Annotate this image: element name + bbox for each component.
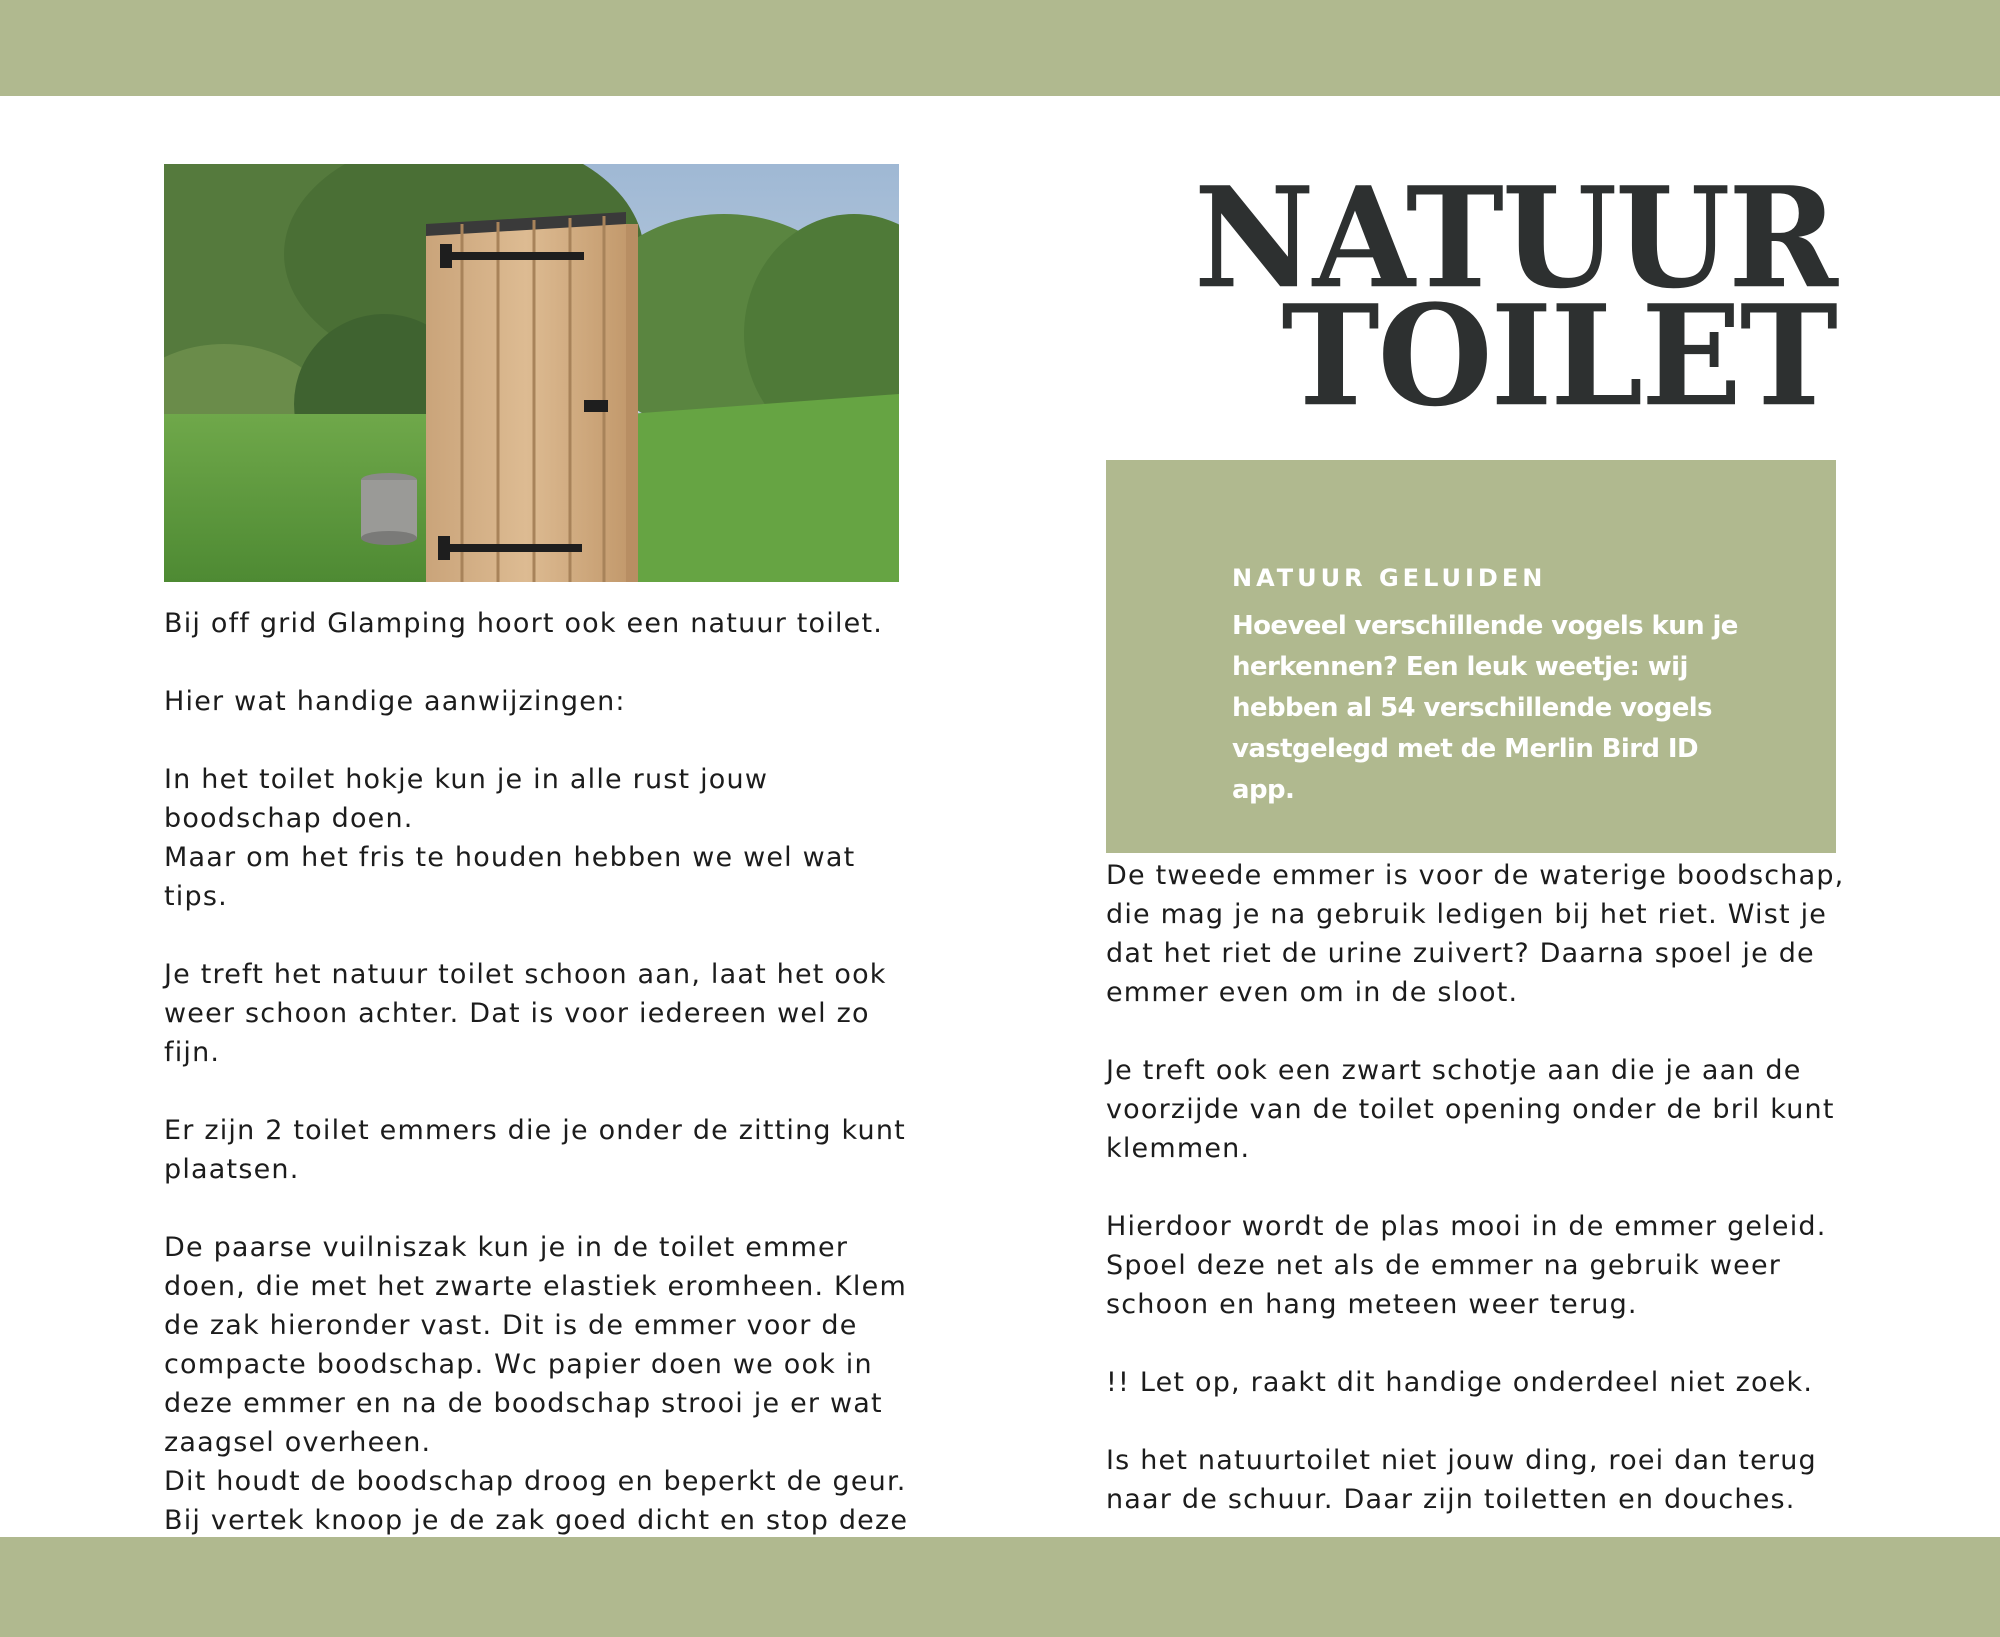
left-paragraph: Hier wat handige aanwijzingen: bbox=[164, 686, 626, 717]
header-band bbox=[0, 0, 2000, 96]
nature-sounds-callout bbox=[1106, 460, 1836, 853]
toilet-cabin-photo bbox=[164, 164, 899, 582]
left-paragraph: In het toilet hokje kun je in alle rust jouw boodschap doen. Maar om het fris te houden hebben we wel wat tips. bbox=[164, 764, 856, 912]
left-text-column bbox=[164, 604, 924, 1579]
callout-body: Hoeveel verschillende vogels kun je herkennen? Een leuk weetje: wij hebben al 54 verschillende vogels vastgelegd met de Merlin Bird ID app. bbox=[1232, 611, 1738, 805]
footer-band bbox=[0, 1537, 2000, 1637]
title-line-2: TOILET bbox=[1281, 275, 1836, 438]
title-line-1: NATUUR bbox=[1193, 157, 1836, 320]
right-text-column bbox=[1106, 856, 1866, 1519]
left-paragraph: Je treft het natuur toilet schoon aan, laat het ook weer schoon achter. Dat is voor iedereen wel zo fijn. bbox=[164, 959, 887, 1068]
right-paragraph: Is het natuurtoilet niet jouw ding, roei dan terug naar de schuur. Daar zijn toiletten en douches. bbox=[1106, 1445, 1817, 1515]
callout-heading: NATUUR GELUIDEN bbox=[1232, 564, 1547, 592]
left-paragraph: Er zijn 2 toilet emmers die je onder de zitting kunt plaatsen. bbox=[164, 1115, 906, 1185]
page-title bbox=[1100, 157, 1836, 438]
right-paragraph: De tweede emmer is voor de waterige boodschap, die mag je na gebruik ledigen bij het riet. Wist je dat het riet de urine zuivert? Daarna spoel je de emmer even om in de sloot. bbox=[1106, 860, 1845, 1008]
left-paragraph: Bij off grid Glamping hoort ook een natuur toilet. bbox=[164, 608, 884, 639]
left-paragraph: De paarse vuilniszak kun je in de toilet emmer doen, die met het zwarte elastiek eromheen. Klem de zak hieronder vast. Dit is de emmer voor de compacte boodschap. Wc papier doen we ook in deze emmer en na de boodschap strooi je er wat zaagsel overheen. Dit houdt de boodschap droog en beperkt de geur. Bij vertek knoop je de zak goed dicht en stop deze bbox=[164, 1232, 909, 1536]
right-paragraph: Hierdoor wordt de plas mooi in de emmer geleid. Spoel deze net als de emmer na gebruik weer schoon en hang meteen weer terug. bbox=[1106, 1211, 1827, 1320]
right-paragraph: !! Let op, raakt dit handige onderdeel niet zoek. bbox=[1106, 1367, 1814, 1398]
right-paragraph: Je treft ook een zwart schotje aan die je aan de voorzijde van de toilet opening onder de bril kunt klemmen. bbox=[1106, 1055, 1835, 1164]
